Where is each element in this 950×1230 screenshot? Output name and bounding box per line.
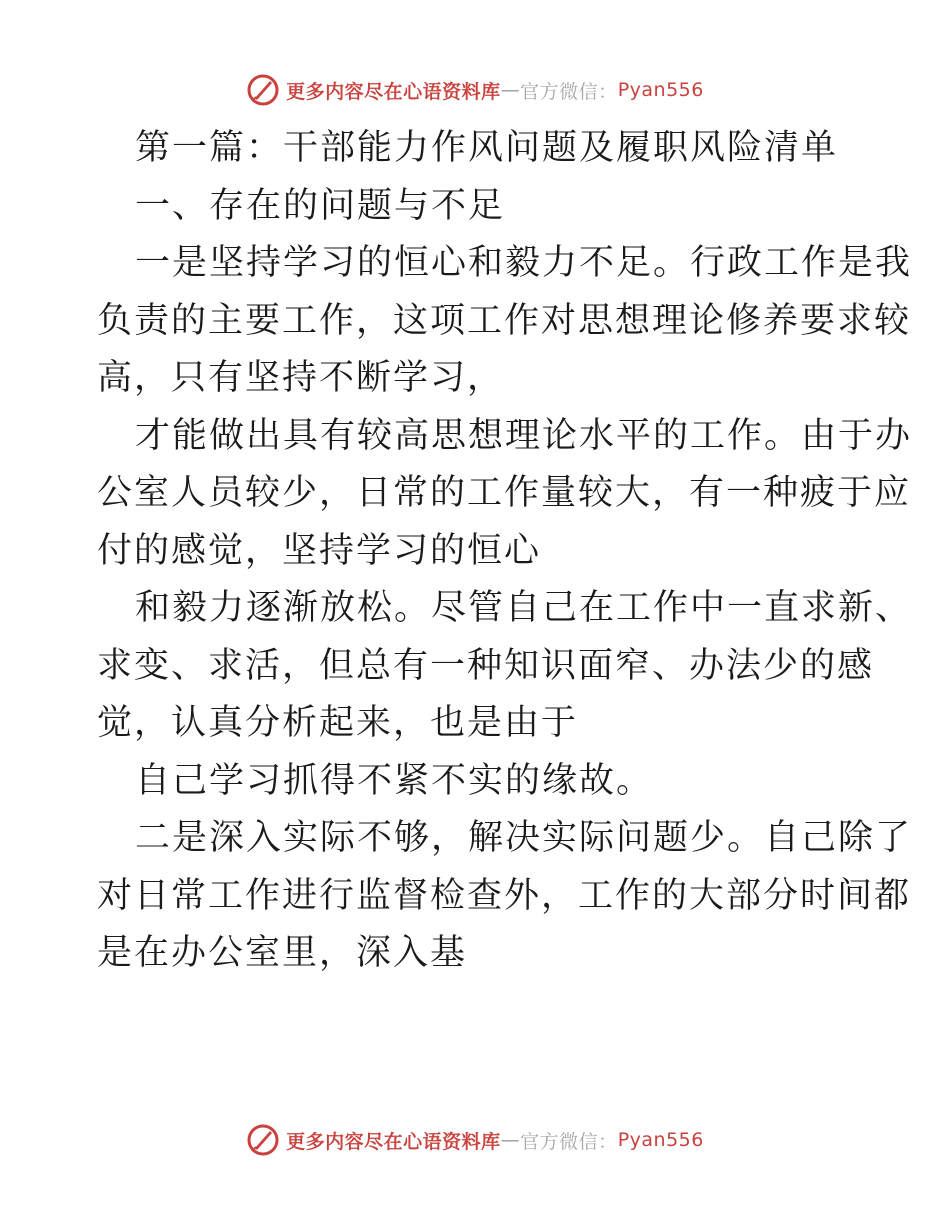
feather-pen-circle-icon: [246, 1123, 280, 1157]
paragraph-line: 觉，认真分析起来，也是由于: [97, 703, 579, 743]
paragraph-line: 付的感觉，坚持学习的恒心: [97, 530, 542, 571]
document-title: 第一篇：干部能力作风问题及履职风险清单: [135, 128, 839, 168]
paragraph-line: 是在办公室里，深入基: [97, 933, 468, 973]
watermark-brand: 更多内容尽在心语资料库: [286, 80, 501, 103]
footer-watermark: [0, 1120, 950, 1160]
paragraph-line: 负责的主要工作，这项工作对思想理论修养要求较: [97, 300, 912, 341]
watermark-text: [286, 1127, 704, 1154]
watermark-brand: 更多内容尽在心语资料库: [286, 1130, 501, 1153]
paragraph-line: 二是深入实际不够，解决实际问题少。自己除了: [135, 818, 913, 858]
paragraph-line: 和毅力逐渐放松。尽管自己在工作中一直求新、: [135, 588, 913, 628]
paragraph-line: 才能做出具有较高思想理论水平的工作。由于办: [135, 415, 913, 456]
feather-pen-circle-icon: [246, 73, 280, 107]
paragraph-line: 自己学习抓得不紧不实的缘故。: [135, 760, 654, 801]
watermark-wechat-label: 官方微信：: [520, 1130, 618, 1153]
watermark-wechat-id: Pyan556: [617, 79, 704, 101]
paragraph-line: 对日常工作进行监督检查外，工作的大部分时间都: [97, 875, 912, 916]
paragraph-line: 求变、求活，但总有一种知识面窄、办法少的感: [97, 645, 875, 686]
paragraph-line: 一是坚持学习的恒心和毅力不足。行政工作是我: [135, 243, 913, 283]
section-heading: 一、存在的问题与不足: [135, 185, 506, 226]
watermark-wechat-id: Pyan556: [617, 1129, 704, 1151]
header-watermark: [0, 70, 950, 110]
watermark-dash: —: [500, 79, 521, 101]
watermark-wechat-label: 官方微信：: [520, 80, 618, 103]
paragraph-line: 高，只有坚持不断学习，: [97, 358, 505, 398]
paragraph-line: 公室人员较少，日常的工作量较大，有一种疲于应: [97, 473, 912, 513]
document-body: [97, 120, 913, 983]
watermark-text: [286, 77, 704, 104]
watermark-dash: —: [500, 1129, 521, 1151]
